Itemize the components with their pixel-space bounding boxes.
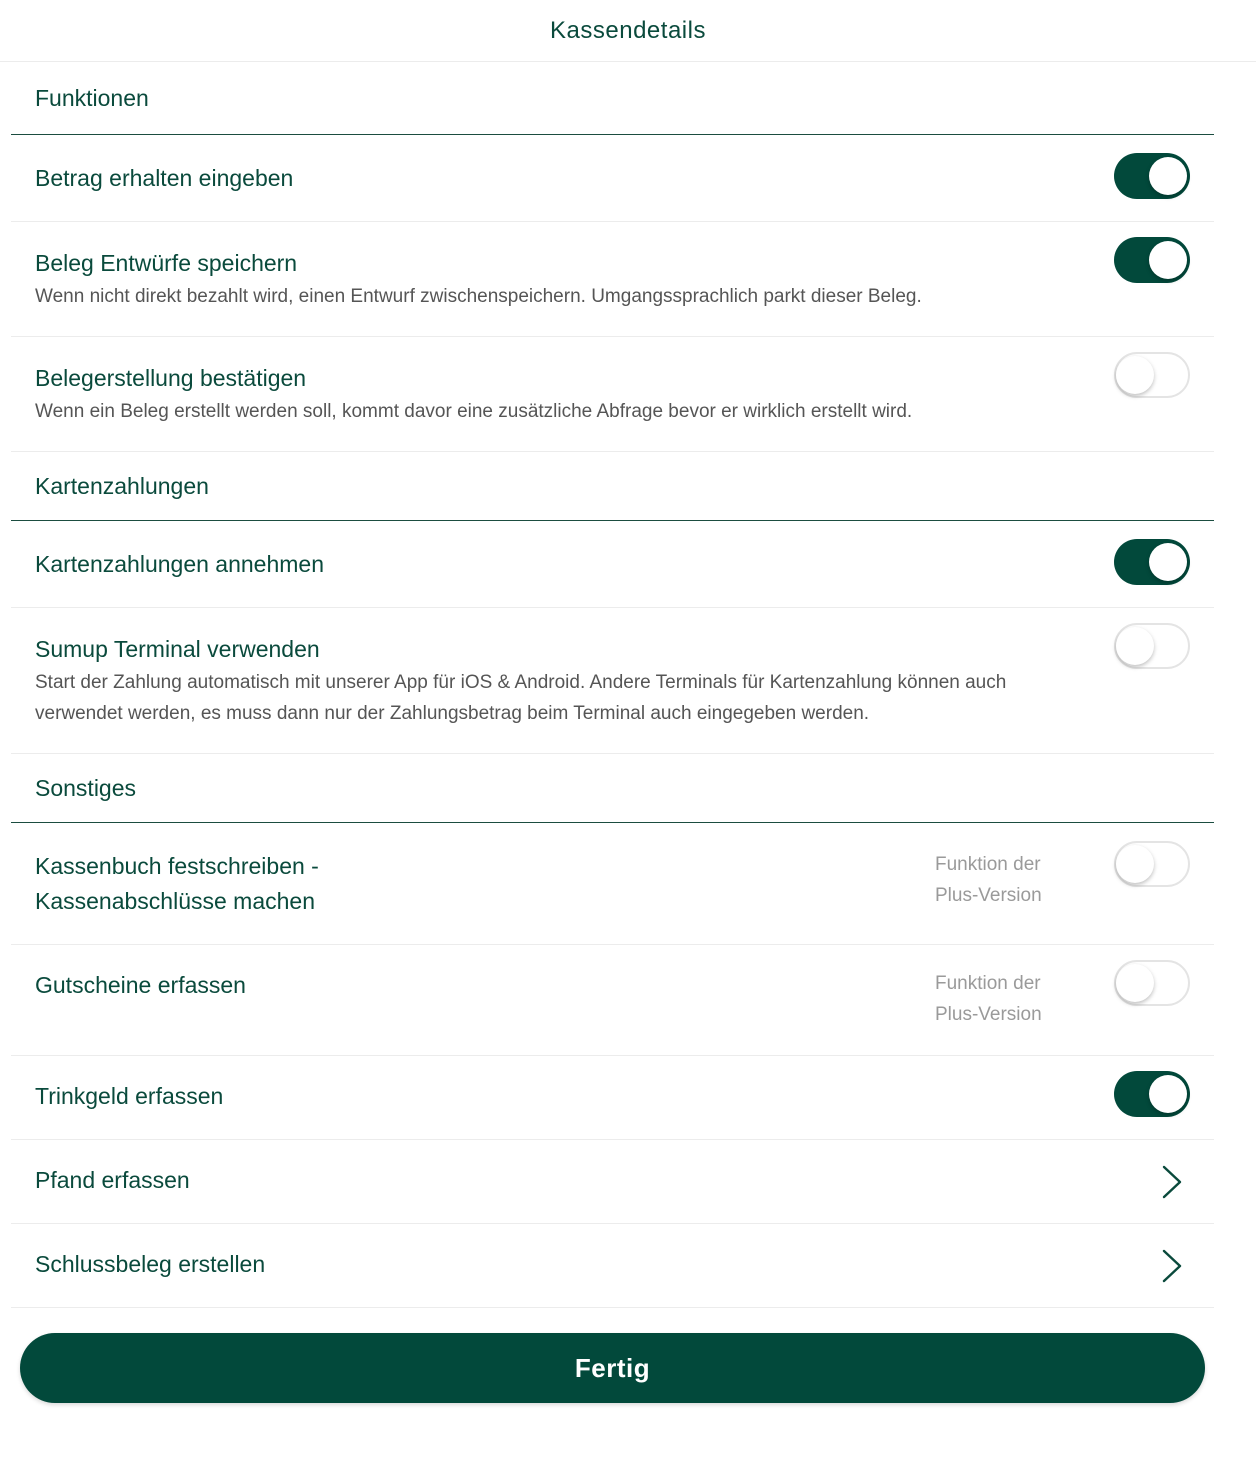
- chevron-right-icon: [1160, 1164, 1184, 1200]
- setting-row-kassenbuch: [11, 823, 1214, 945]
- toggle-betrag-erhalten[interactable]: [1114, 153, 1190, 199]
- done-button[interactable]: Fertig: [20, 1333, 1205, 1403]
- toggle-knob: [1116, 627, 1154, 665]
- section-header-funktionen: [11, 62, 1214, 135]
- toggle-kartenzahlungen-annehmen[interactable]: [1114, 539, 1190, 585]
- setting-label-line2: Kassenabschlüsse machen: [35, 888, 315, 914]
- setting-label: Belegerstellung bestätigen: [35, 365, 307, 391]
- plus-version-note-line2: Plus-Version: [935, 885, 1042, 906]
- setting-label-line1: Kassenbuch festschreiben -: [35, 853, 319, 879]
- setting-row-trinkgeld: [11, 1056, 1214, 1140]
- settings-list: [11, 62, 1214, 1308]
- setting-label: Kartenzahlungen annehmen: [35, 551, 325, 577]
- toggle-knob: [1149, 157, 1187, 195]
- toggle-knob: [1116, 356, 1154, 394]
- setting-row-betrag-erhalten: [11, 135, 1214, 222]
- section-title: Funktionen: [35, 84, 149, 111]
- setting-row-belegerstellung-bestaetigen: [11, 337, 1214, 452]
- plus-version-note-line1: Funktion der: [935, 973, 1041, 994]
- section-title: Sonstiges: [35, 774, 137, 801]
- toggle-belegerstellung-bestaetigen[interactable]: [1114, 352, 1190, 398]
- toggle-knob: [1116, 845, 1154, 883]
- nav-row-schlussbeleg[interactable]: [11, 1224, 1214, 1308]
- setting-description: Wenn nicht direkt bezahlt wird, einen Entwurf zwischenspeichern. Umgangssprachlich parkt dieser Beleg.: [35, 286, 922, 307]
- section-header-sonstiges: [11, 754, 1214, 823]
- toggle-knob: [1149, 1075, 1187, 1113]
- setting-label: Pfand erfassen: [35, 1167, 190, 1193]
- toggle-trinkgeld[interactable]: [1114, 1071, 1190, 1117]
- setting-description: Start der Zahlung automatisch mit unserer App für iOS & Android. Andere Terminals für Kartenzahlung können auch verwendet werden, es muss dann nur der Zahlungsbetrag beim Terminal auch eingegeben werden.: [35, 672, 1007, 724]
- setting-row-gutscheine: [11, 945, 1214, 1056]
- setting-label: Gutscheine erfassen: [35, 972, 246, 998]
- setting-label: Betrag erhalten eingeben: [35, 165, 294, 191]
- setting-label: Beleg Entwürfe speichern: [35, 250, 298, 276]
- toggle-kassenbuch[interactable]: [1114, 841, 1190, 887]
- plus-version-note-line2: Plus-Version: [935, 1004, 1042, 1025]
- toggle-gutscheine[interactable]: [1114, 960, 1190, 1006]
- toggle-knob: [1149, 543, 1187, 581]
- setting-label: Sumup Terminal verwenden: [35, 636, 320, 662]
- section-title: Kartenzahlungen: [35, 472, 209, 499]
- setting-row-kartenzahlungen-annehmen: [11, 521, 1214, 608]
- toggle-knob: [1149, 241, 1187, 279]
- toggle-knob: [1116, 964, 1154, 1002]
- chevron-right-icon: [1160, 1248, 1184, 1284]
- nav-row-pfand[interactable]: [11, 1140, 1214, 1224]
- toggle-sumup-terminal[interactable]: [1114, 623, 1190, 669]
- page-title: Kassendetails: [550, 17, 706, 44]
- section-header-kartenzahlungen: [11, 452, 1214, 521]
- setting-label: Trinkgeld erfassen: [35, 1083, 224, 1109]
- top-bar: [0, 0, 1256, 62]
- setting-description: Wenn ein Beleg erstellt werden soll, kommt davor eine zusätzliche Abfrage bevor er wirklich erstellt wird.: [35, 401, 913, 422]
- setting-row-sumup-terminal: [11, 608, 1214, 754]
- setting-label: Schlussbeleg erstellen: [35, 1251, 266, 1277]
- setting-row-beleg-entwuerfe: [11, 222, 1214, 337]
- toggle-beleg-entwuerfe[interactable]: [1114, 237, 1190, 283]
- plus-version-note-line1: Funktion der: [935, 854, 1041, 875]
